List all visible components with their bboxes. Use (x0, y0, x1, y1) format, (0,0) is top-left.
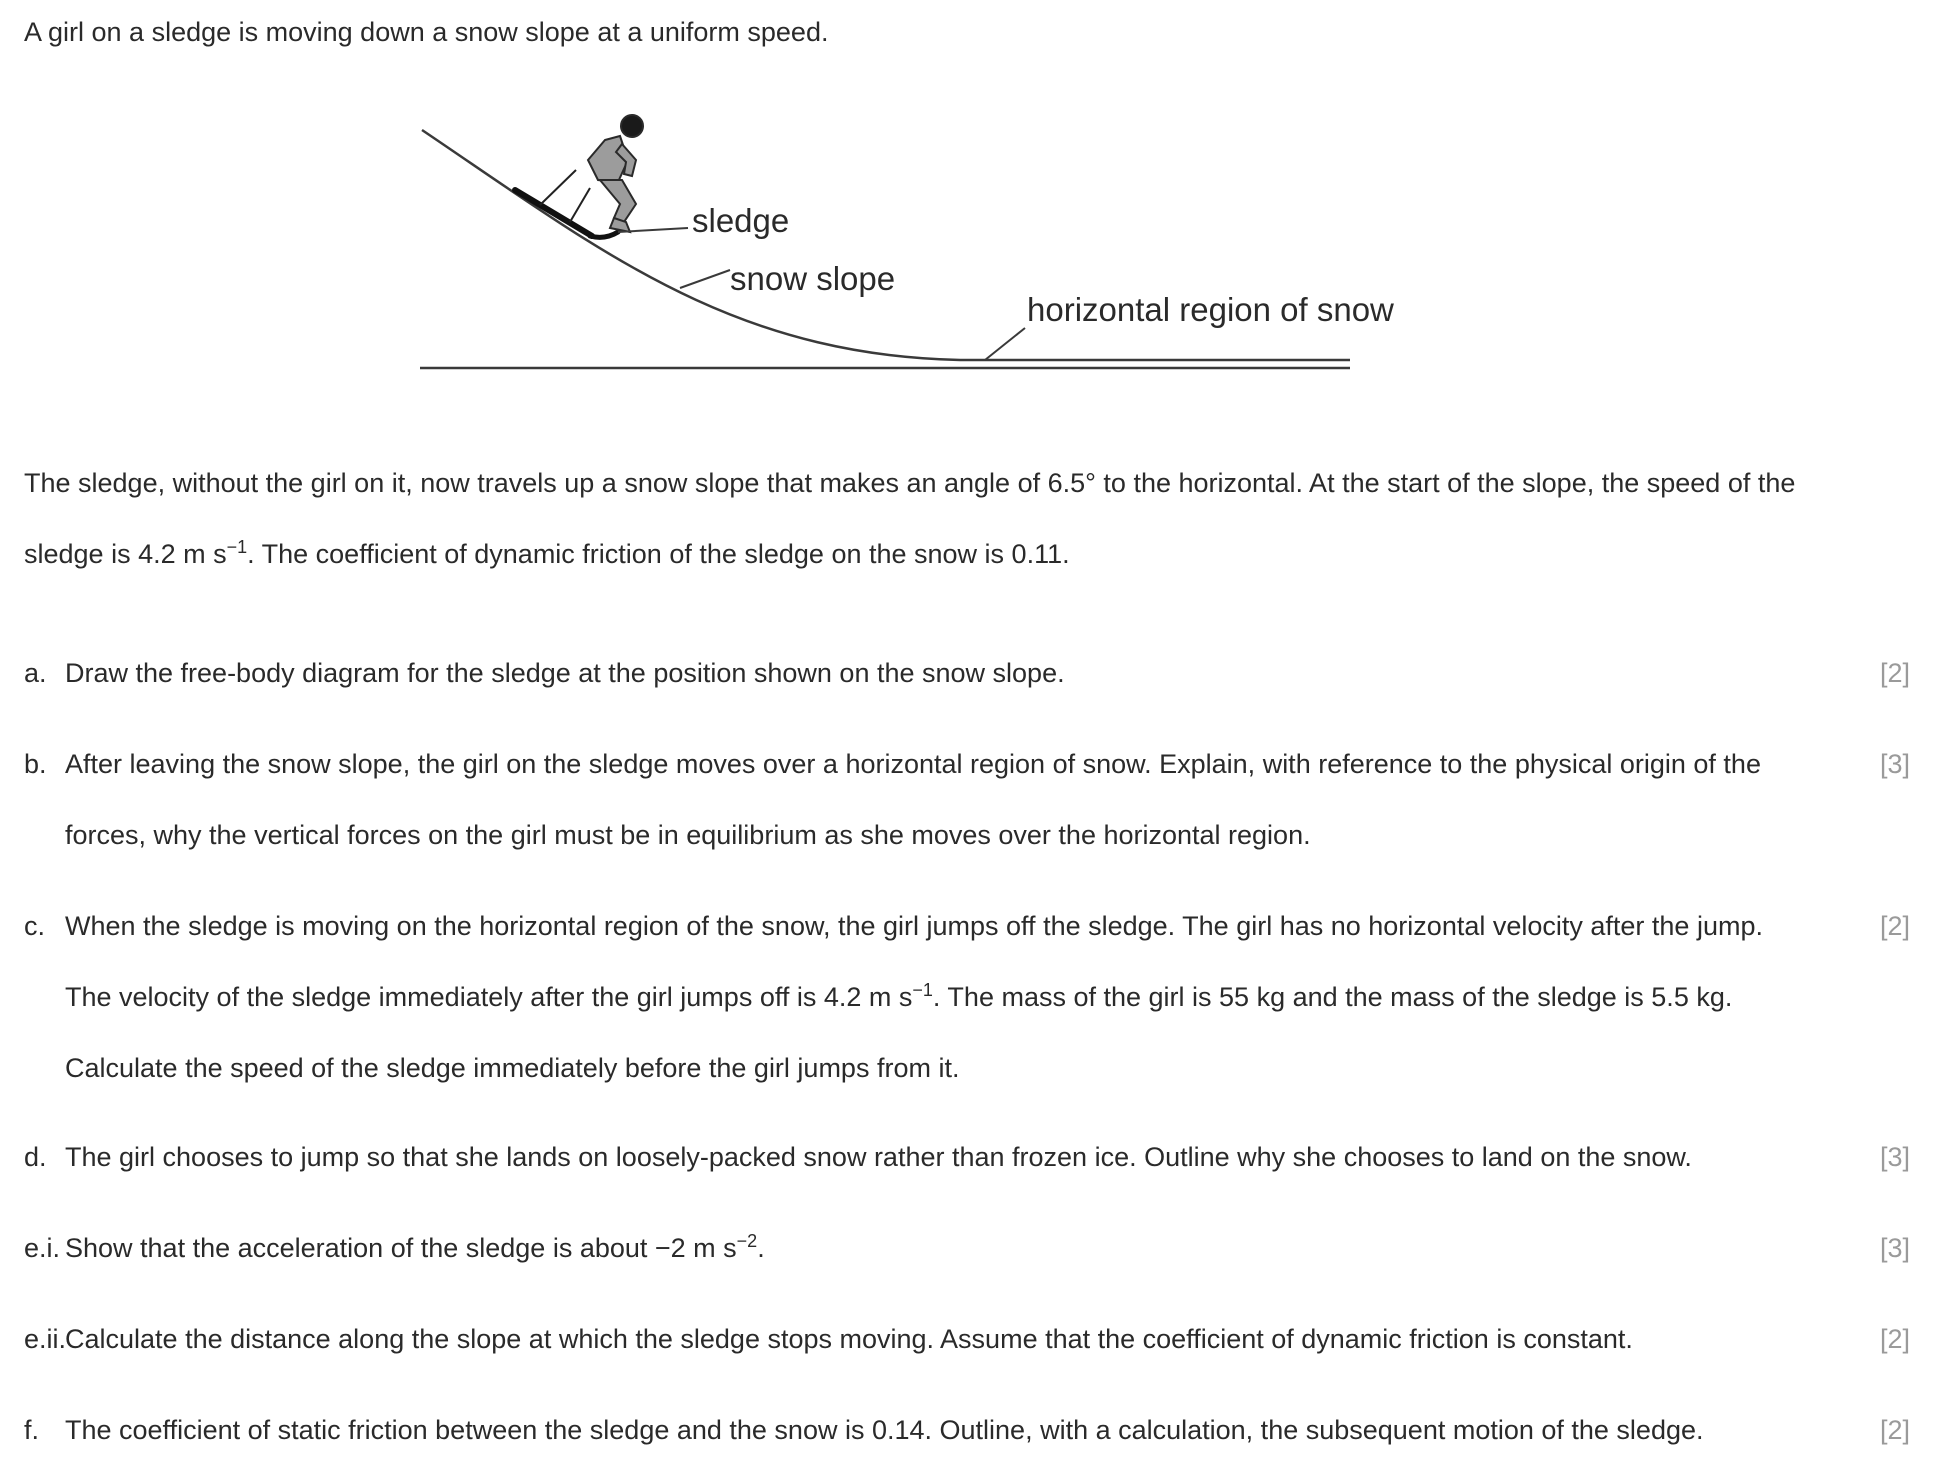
context-line-2: sledge is 4.2 m $s^{-1}$. The coefficient of dynamic friction of the sledge on the snow is 0.11. (24, 537, 1070, 569)
marks-badge: [2] (1879, 1415, 1910, 1445)
question-label: d. (24, 1142, 47, 1172)
question-text: The girl chooses to jump so that she lands on loosely-packed snow rather than frozen ice. Outline why she chooses to land on the snow. (65, 1142, 1692, 1172)
question-text: Show that the acceleration of the sledge is about −2 m $s^{-2}$. (65, 1231, 765, 1263)
question-text: Draw the free-body diagram for the sledge at the position shown on the snow slope. (65, 658, 1065, 688)
context-line-1: The sledge, without the girl on it, now travels up a snow slope that makes an angle of 6.5° to the horizontal. At the start of the slope, the speed of the (24, 468, 1796, 498)
question-text: After leaving the snow slope, the girl on the sledge moves over a horizontal region of snow. Explain, with reference to the physical origin of the forces, why the vertical forces on the girl must be in equilibrium as she moves over the horizontal region. (65, 749, 1761, 850)
question-label: c. (24, 911, 46, 941)
marks-badge: [3] (1879, 1233, 1910, 1263)
sledge-diagram (400, 100, 1550, 390)
question-label: a. (24, 658, 47, 688)
question-label: e.ii. (24, 1324, 67, 1354)
superscript: −1 (912, 980, 933, 1000)
marks-badge: [3] (1879, 749, 1910, 779)
marks-badge: [2] (1879, 658, 1910, 688)
question-text: Calculate the distance along the slope at which the sledge stops moving. Assume that the coefficient of dynamic friction is constant. (65, 1324, 1633, 1354)
sledge-diagram-graphic (400, 100, 1550, 390)
intro-text: A girl on a sledge is moving down a snow slope at a uniform speed. (24, 17, 829, 47)
snow-slope-leader-line (680, 270, 730, 288)
sledge-runner (515, 190, 592, 236)
marks-badge: [3] (1879, 1142, 1910, 1172)
question-label: b. (24, 749, 47, 779)
marks-badge: [2] (1879, 1324, 1910, 1354)
question-text: The coefficient of static friction between the sledge and the snow is 0.14. Outline, with a calculation, the subsequent motion of the sledge. (65, 1415, 1704, 1445)
girl-figure (588, 115, 643, 232)
superscript: −1 (226, 537, 248, 557)
question-label: f. (24, 1415, 40, 1445)
horizontal-region-label: horizontal region of snow (1027, 291, 1394, 328)
question-context (24, 448, 1904, 590)
superscript: −2 (736, 1231, 758, 1251)
snow-slope-label: snow slope (730, 260, 896, 297)
horizontal-leader-line (985, 328, 1025, 360)
question-text: When the sledge is moving on the horizontal region of the snow, the girl jumps off the sledge. The girl has no horizontal velocity after the jump. The velocity of the sledge immediately after the girl jumps off is 4.2 m $s^{-1}$. The mass of the girl is 55 kg and the mass of the sledge is 5.5 kg. Calculate the speed of the sledge immediately before the girl jumps from it. (65, 911, 1763, 1083)
sledge-tip (590, 232, 618, 237)
marks-badge: [2] (1879, 911, 1910, 941)
sledge-label: sledge (692, 202, 790, 239)
question-label: e.i. (24, 1233, 61, 1263)
